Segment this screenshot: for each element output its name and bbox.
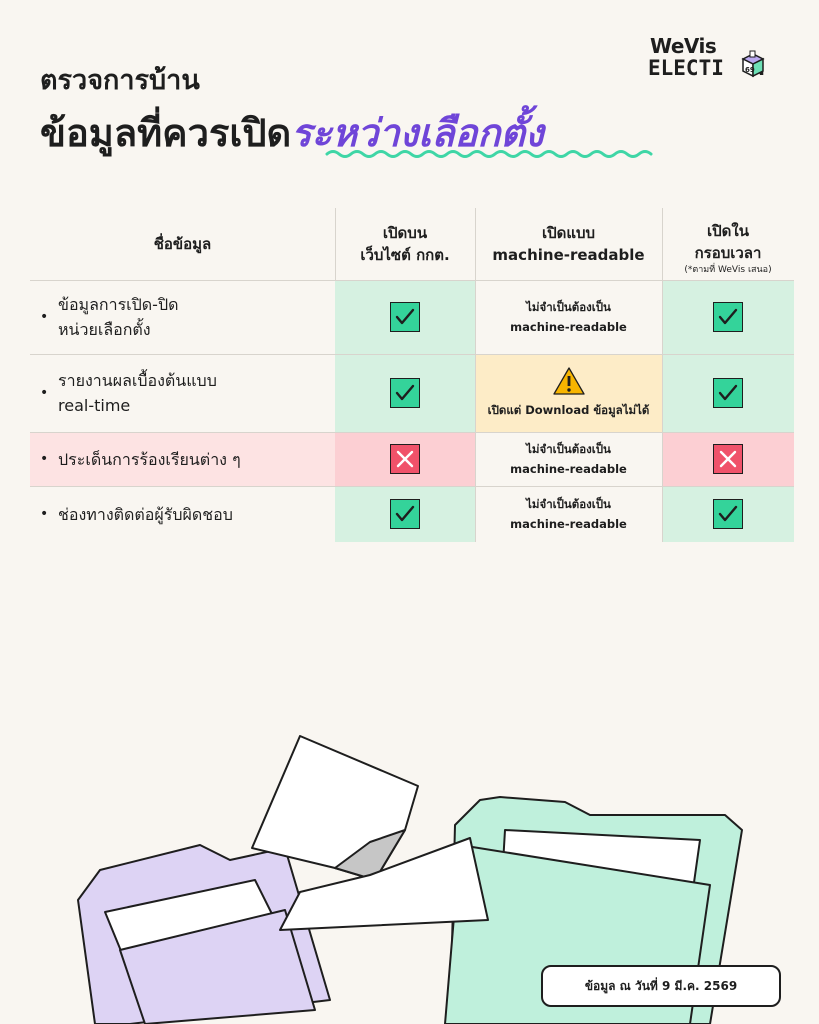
cell-note-line2: machine-readable — [510, 462, 627, 476]
divider — [335, 208, 336, 280]
row-name-line1: ข้อมูลการเปิด-ปิด — [58, 295, 179, 314]
check-icon — [713, 499, 743, 529]
cell-timeframe — [662, 354, 794, 432]
cell-machine-readable — [475, 432, 662, 486]
table-row — [30, 432, 794, 486]
cell-note-line1: เปิดแต่ Download ข้อมูลไม่ได้ — [487, 403, 650, 417]
header-col1-line2: เว็บไซต์ กกต. — [360, 246, 450, 264]
ballot-box-icon — [740, 50, 766, 78]
check-icon — [390, 378, 420, 408]
table-row — [30, 354, 794, 432]
bullet-icon: • — [40, 384, 49, 401]
purple-folder-icon — [78, 845, 330, 1024]
bullet-icon: • — [40, 450, 49, 467]
cell-note-line1: ไม่จำเป็นต้องเป็น — [526, 300, 611, 314]
header-col2 — [475, 208, 662, 280]
header-name — [30, 208, 335, 280]
header-name-label: ชื่อข้อมูล — [153, 235, 212, 253]
cell-timeframe — [662, 432, 794, 486]
row-name-line1: รายงานผลเบื้องต้นแบบ — [58, 371, 217, 390]
divider — [475, 208, 476, 542]
header-col1-line1: เปิดบน — [382, 224, 428, 242]
divider — [30, 432, 794, 433]
header-col2-line2: machine-readable — [492, 246, 645, 264]
bullet-icon: • — [40, 505, 49, 522]
cell-note-line1: ไม่จำเป็นต้องเป็น — [526, 442, 611, 456]
row-name — [30, 354, 335, 432]
row-name — [30, 486, 335, 542]
divider — [30, 354, 794, 355]
title-underline-squiggle — [325, 148, 660, 160]
cell-timeframe — [662, 486, 794, 542]
cell-note-line1: ไม่จำเป็นต้องเป็น — [526, 497, 611, 511]
header-col3-line2: กรอบเวลา — [694, 244, 762, 262]
title-highlight: ระหว่างเลือกตั้ง — [291, 111, 544, 155]
data-date-note — [541, 965, 781, 1007]
page-subtitle: ตรวจการบ้าน — [40, 65, 200, 96]
bullet-icon: • — [40, 308, 49, 325]
row-name-line1: ประเด็นการร้องเรียนต่าง ๆ — [58, 449, 241, 469]
header-col3-note: (*ตามที่ WeVis เสนอ) — [684, 265, 772, 275]
header-col3 — [662, 212, 794, 284]
header-col2-line1: เปิดแบบ — [541, 224, 596, 242]
ballot-box-number: 69 — [745, 66, 755, 74]
check-icon — [713, 302, 743, 332]
check-icon — [713, 378, 743, 408]
cell-machine-readable — [475, 280, 662, 354]
divider — [30, 486, 794, 487]
title-prefix: ข้อมูลที่ควรเปิด — [40, 111, 292, 155]
table-row — [30, 280, 794, 354]
cell-note-line2: machine-readable — [510, 320, 627, 334]
cell-website — [335, 432, 475, 486]
cell-website — [335, 486, 475, 542]
cell-note-line2: machine-readable — [510, 517, 627, 531]
logo-wevis-text: WeVis — [650, 34, 717, 58]
cell-machine-readable — [475, 486, 662, 542]
warning-icon — [552, 366, 586, 396]
row-name-line2: หน่วยเลือกตั้ง — [58, 320, 151, 339]
data-date-label: ข้อมูล ณ วันที่ 9 มี.ค. 2569 — [584, 978, 738, 993]
wevis-election-logo — [648, 34, 798, 94]
header-col3-line1: เปิดใน — [707, 222, 749, 240]
cell-timeframe — [662, 280, 794, 354]
table-row — [30, 486, 794, 542]
row-name-line1: ช่องทางติดต่อผู้รับผิดชอบ — [58, 504, 233, 524]
cell-machine-readable — [475, 354, 662, 432]
cell-website — [335, 280, 475, 354]
divider — [662, 208, 663, 542]
cross-icon — [390, 444, 420, 474]
row-name — [30, 280, 335, 354]
divider — [30, 280, 794, 281]
check-icon — [390, 499, 420, 529]
cross-icon — [713, 444, 743, 474]
row-name-line2: real-time — [58, 396, 131, 415]
logo-election-part-a: ELECTI — [648, 56, 724, 80]
cell-website — [335, 354, 475, 432]
row-name — [30, 432, 335, 486]
header-col1 — [335, 208, 475, 280]
check-icon — [390, 302, 420, 332]
